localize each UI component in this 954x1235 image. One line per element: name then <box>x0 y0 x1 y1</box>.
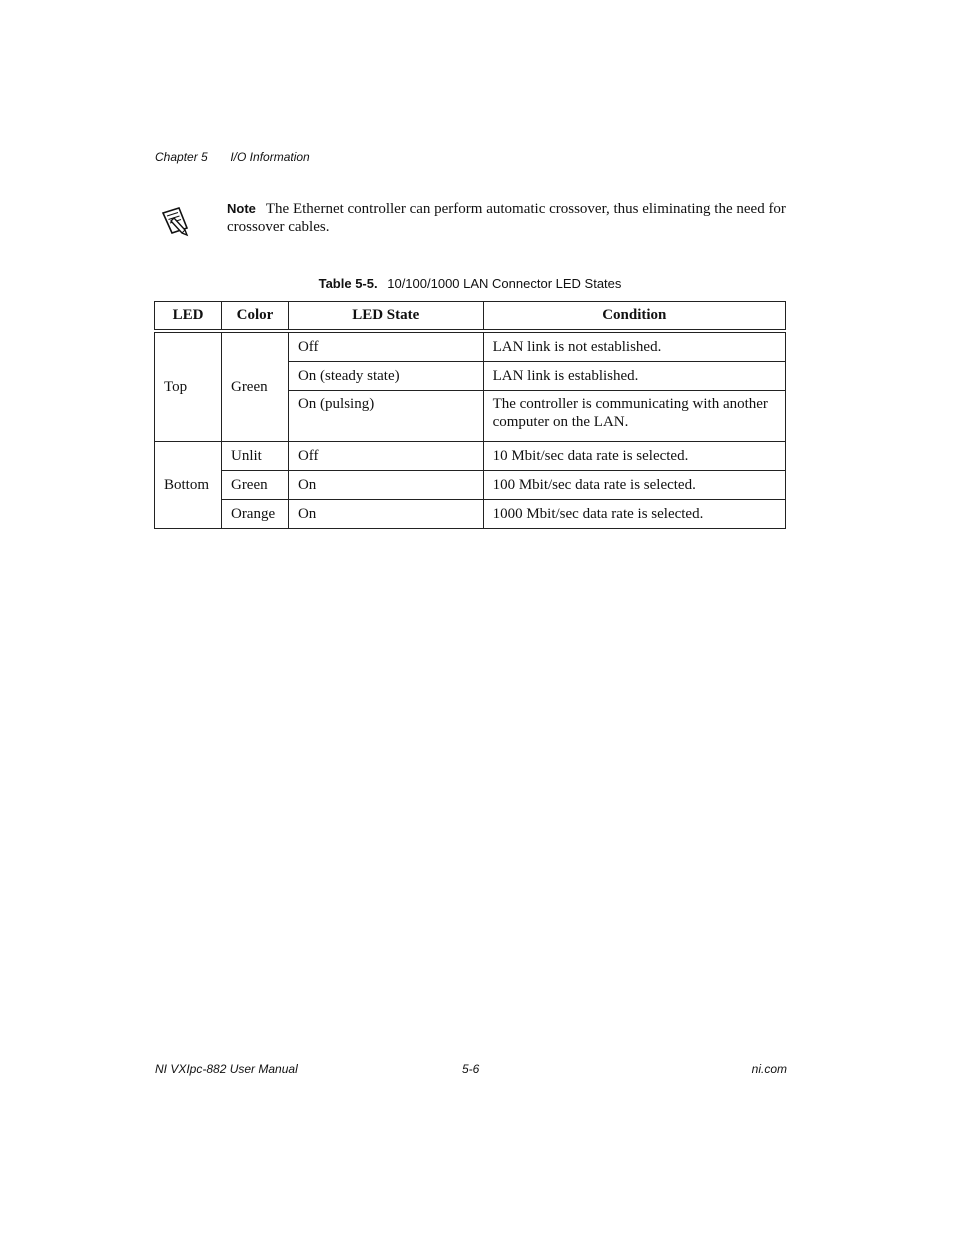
state-cell: On (steady state) <box>288 362 483 391</box>
condition-cell: LAN link is established. <box>483 362 785 391</box>
state-cell: On <box>288 471 483 500</box>
condition-cell: 1000 Mbit/sec data rate is selected. <box>483 500 785 529</box>
table-header-row <box>155 302 786 332</box>
condition-cell: LAN link is not established. <box>483 331 785 362</box>
note-text: The Ethernet controller can perform automatic crossover, thus eliminating the need for crossover cables. <box>227 201 786 235</box>
column-header-condition: Condition <box>483 302 785 332</box>
note-text-block <box>227 200 787 236</box>
state-cell: On <box>288 500 483 529</box>
condition-cell: 100 Mbit/sec data rate is selected. <box>483 471 785 500</box>
color-cell: Green <box>221 471 288 500</box>
led-states-table <box>154 301 786 529</box>
note-pencil-icon <box>158 204 192 238</box>
state-cell: Off <box>288 331 483 362</box>
table-row <box>155 442 786 471</box>
table-caption-title: 10/100/1000 LAN Connector LED States <box>387 276 622 291</box>
note-label: Note <box>227 201 256 216</box>
color-cell: Orange <box>221 500 288 529</box>
condition-cell: 10 Mbit/sec data rate is selected. <box>483 442 785 471</box>
column-header-led-state: LED State <box>288 302 483 332</box>
table-caption <box>0 276 940 291</box>
table-row <box>155 471 786 500</box>
manual-title: NI VXIpc-882 User Manual <box>155 1062 298 1076</box>
state-cell: On (pulsing) <box>288 391 483 442</box>
color-cell-top: Green <box>221 331 288 442</box>
table-row <box>155 500 786 529</box>
chapter-label: Chapter 5 <box>155 150 208 164</box>
section-title: I/O Information <box>230 150 310 164</box>
page-number: 5-6 <box>462 1062 480 1076</box>
page-header <box>155 150 310 164</box>
condition-cell: The controller is communicating with another computer on the LAN. <box>483 391 785 442</box>
column-header-led: LED <box>155 302 222 332</box>
led-cell-bottom: Bottom <box>155 442 222 529</box>
color-cell: Unlit <box>221 442 288 471</box>
table-row <box>155 331 786 362</box>
led-cell-top: Top <box>155 331 222 442</box>
state-cell: Off <box>288 442 483 471</box>
table-caption-number: Table 5-5. <box>318 276 378 291</box>
site-link: ni.com <box>751 1062 787 1076</box>
column-header-color: Color <box>221 302 288 332</box>
